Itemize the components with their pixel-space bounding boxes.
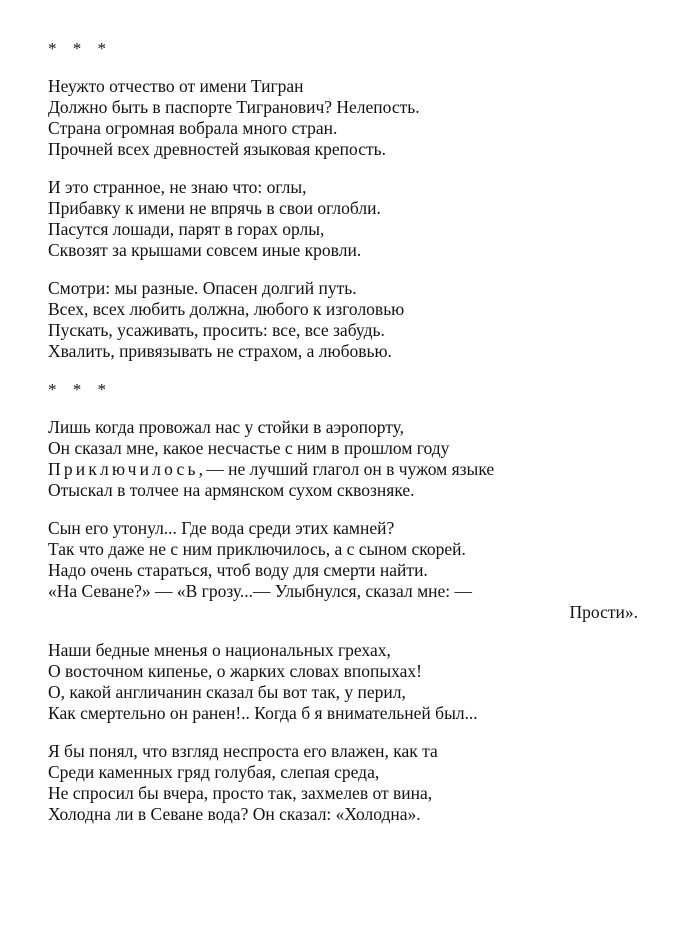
- verse-line: «На Севане?» — «В грозу...— Улыбнулся, сказал мне: —: [48, 581, 473, 601]
- poem2-stanza-3: [48, 640, 648, 724]
- verse-line: Страна огромная вобрала много стран.: [48, 118, 338, 138]
- verse-line: Не спросил бы вчера, просто так, захмелев от вина,: [48, 783, 433, 803]
- poem2-stanza-2: [48, 518, 648, 623]
- verse-line: Сквозят за крышами совсем иные кровли.: [48, 240, 362, 260]
- verse-line: Наши бедные мненья о национальных грехах,: [48, 640, 391, 660]
- verse-line: О восточном кипенье, о жарких словах впопыхах!: [48, 661, 422, 681]
- poem1-stanza-2: [48, 177, 648, 261]
- poem1-stanza-3: [48, 278, 648, 362]
- verse-line: Должно быть в паспорте Тигранович? Нелепость.: [48, 97, 420, 117]
- verse-line: Прочней всех древностей языковая крепость.: [48, 139, 386, 159]
- verse-line: Пускать, усаживать, просить: все, все забудь.: [48, 320, 385, 340]
- verse-line: Неужто отчество от имени Тигран: [48, 76, 304, 96]
- verse-line: Прибавку к имени не впрячь в свои оглобли.: [48, 198, 381, 218]
- section-separator: * * *: [48, 380, 112, 399]
- verse-line: Он сказал мне, какое несчастье с ним в прошлом году: [48, 438, 450, 458]
- verse-line-continuation: Прости».: [569, 602, 638, 622]
- poem2-stanza-4: [48, 741, 648, 825]
- poem1-stanza-1: [48, 76, 648, 160]
- verse-line: Пасутся лошади, парят в горах орлы,: [48, 219, 325, 239]
- verse-line: Так что даже не с ним приключилось, а с сыном скорей.: [48, 539, 466, 559]
- emphasized-word: Приключилось,: [48, 459, 207, 479]
- verse-line: Я бы понял, что взгляд неспроста его влажен, как та: [48, 741, 438, 761]
- verse-line-rest: — не лучший глагол он в чужом языке: [206, 459, 495, 479]
- verse-line: Холодна ли в Севане вода? Он сказал: «Холодна».: [48, 804, 421, 824]
- verse-line: Лишь когда провожал нас у стойки в аэропорту,: [48, 417, 405, 437]
- section-separator: * * *: [48, 39, 112, 58]
- verse-line: Как смертельно он ранен!.. Когда б я внимательней был...: [48, 703, 478, 723]
- poem-page: [48, 38, 648, 842]
- verse-line: Среди каменных гряд голубая, слепая среда,: [48, 762, 380, 782]
- verse-line: Отыскал в толчее на армянском сухом сквозняке.: [48, 480, 415, 500]
- verse-line: О, какой англичанин сказал бы вот так, у перил,: [48, 682, 406, 702]
- verse-line: [48, 459, 648, 480]
- verse-line: Хвалить, привязывать не страхом, а любовью.: [48, 341, 392, 361]
- verse-line: Сын его утонул... Где вода среди этих камней?: [48, 518, 395, 538]
- poem2-stanza-1: [48, 417, 648, 501]
- verse-line: И это странное, не знаю что: оглы,: [48, 177, 307, 197]
- verse-line: Всех, всех любить должна, любого к изголовью: [48, 299, 405, 319]
- verse-line: Смотри: мы разные. Опасен долгий путь.: [48, 278, 357, 298]
- verse-line: Надо очень стараться, чтоб воду для смерти найти.: [48, 560, 428, 580]
